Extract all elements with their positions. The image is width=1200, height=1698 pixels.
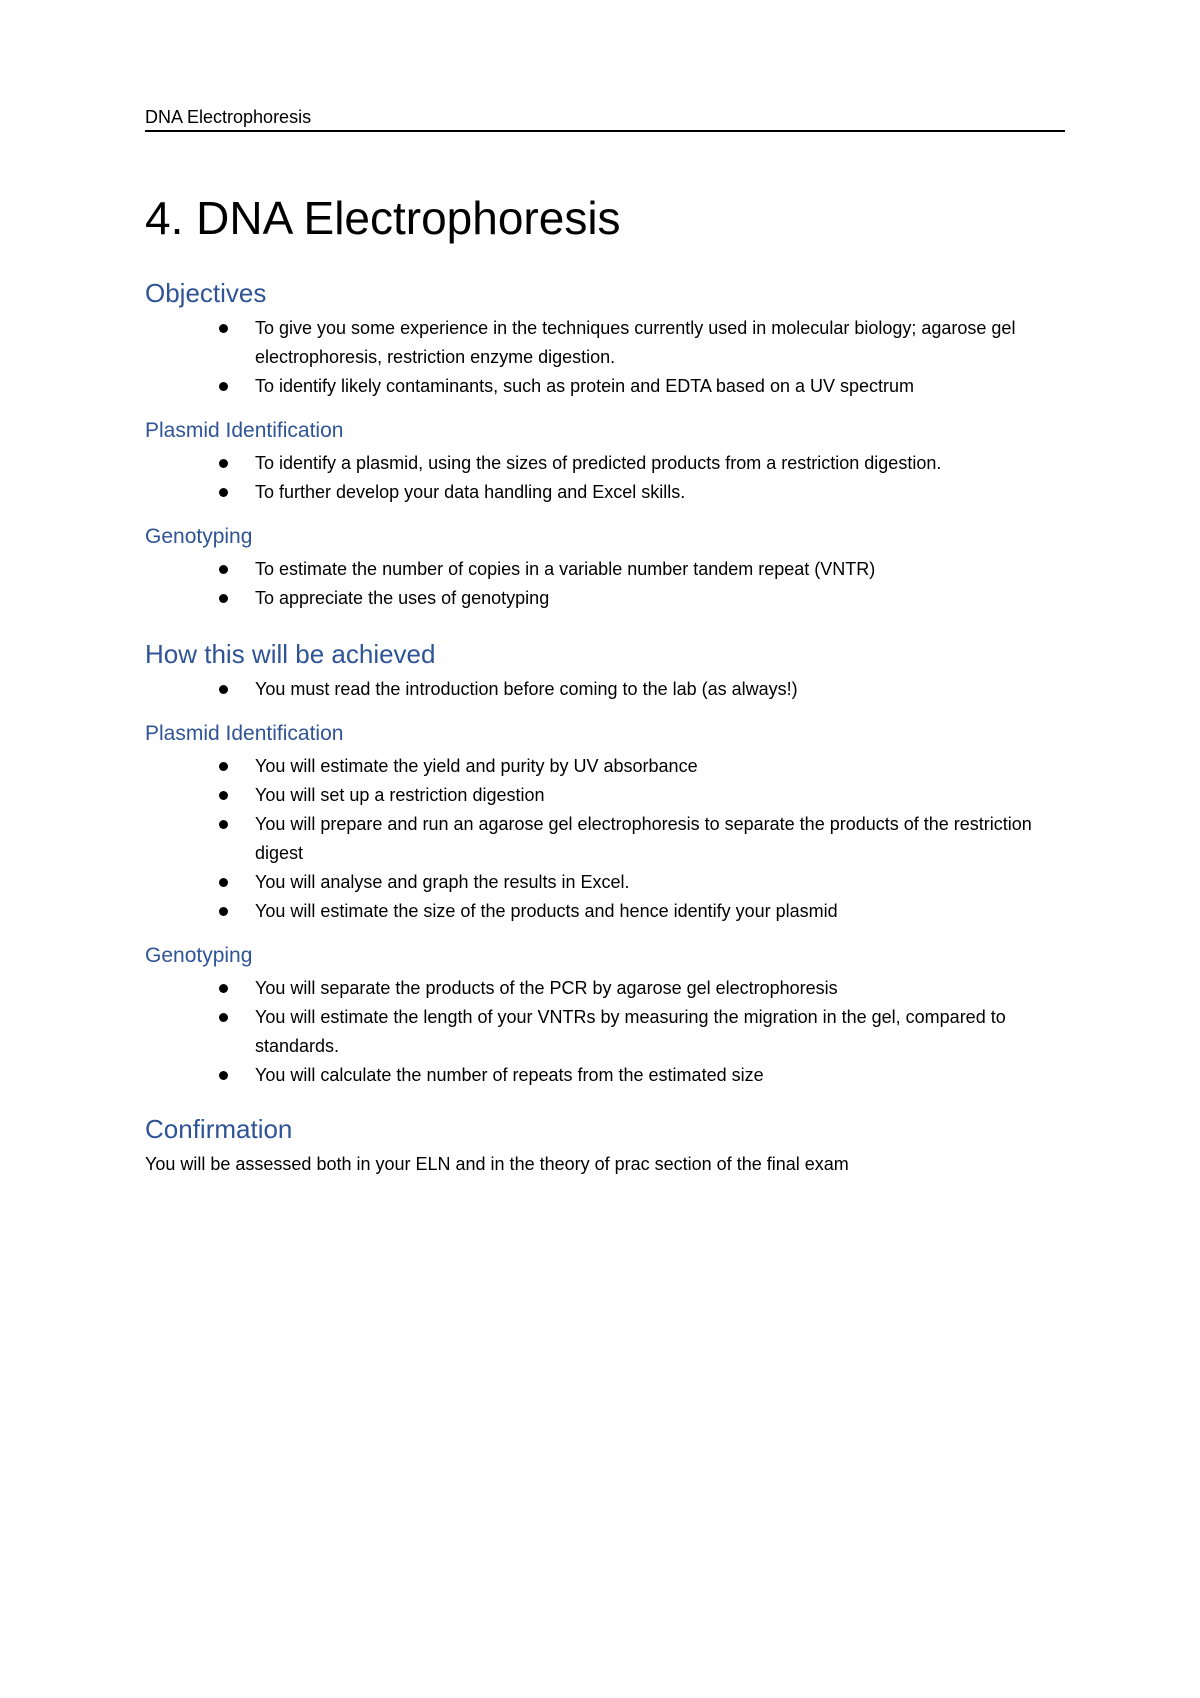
list-item xyxy=(255,372,1065,401)
list-item-text: You must read the introduction before coming to the lab (as always!) xyxy=(255,679,798,699)
bullet-icon xyxy=(219,878,228,887)
bullet-icon xyxy=(219,565,228,574)
list-item xyxy=(255,752,1065,781)
list-item-text: You will estimate the length of your VNTRs by measuring the migration in the gel, compared to standards. xyxy=(255,1007,1006,1056)
running-header: DNA Electrophoresis xyxy=(145,106,1065,132)
bullet-icon xyxy=(219,594,228,603)
list-item-text: You will separate the products of the PCR by agarose gel electrophoresis xyxy=(255,978,838,998)
list-item-text: You will estimate the yield and purity by UV absorbance xyxy=(255,756,698,776)
bullet-icon xyxy=(219,459,228,468)
confirmation-text: You will be assessed both in your ELN and in the theory of prac section of the final exam xyxy=(145,1154,849,1174)
list-item-text: You will analyse and graph the results in Excel. xyxy=(255,872,630,892)
list-item xyxy=(255,478,1065,507)
list-item-text: You will prepare and run an agarose gel electrophoresis to separate the products of the restriction digest xyxy=(255,814,1032,863)
objectives-genotyping-list xyxy=(145,555,1065,613)
list-item xyxy=(255,897,1065,926)
bullet-icon xyxy=(219,820,228,829)
confirmation-heading: Confirmation xyxy=(145,1114,293,1144)
bullet-icon xyxy=(219,907,228,916)
list-item xyxy=(255,314,1065,372)
list-item-text: To appreciate the uses of genotyping xyxy=(255,588,550,608)
list-item-text: To further develop your data handling and Excel skills. xyxy=(255,482,686,502)
objectives-genotyping-heading: Genotyping xyxy=(145,525,253,548)
list-item xyxy=(255,1061,1065,1090)
how-achieved-list xyxy=(145,675,1065,704)
how-genotyping-heading: Genotyping xyxy=(145,944,253,967)
list-item xyxy=(255,584,1065,613)
list-item xyxy=(255,868,1065,897)
how-plasmid-list xyxy=(145,752,1065,926)
list-item xyxy=(255,449,1065,478)
how-plasmid-heading: Plasmid Identification xyxy=(145,722,344,745)
bullet-icon xyxy=(219,984,228,993)
document-body xyxy=(145,276,1065,1179)
bullet-icon xyxy=(219,488,228,497)
list-item-text: To give you some experience in the techniques currently used in molecular biology; agarose gel electrophoresis, restriction enzyme digestion. xyxy=(255,318,1016,367)
list-item-text: To identify a plasmid, using the sizes of predicted products from a restriction digestion. xyxy=(255,453,942,473)
list-item xyxy=(255,1003,1065,1061)
list-item-text: You will set up a restriction digestion xyxy=(255,785,545,805)
objectives-heading: Objectives xyxy=(145,278,267,308)
bullet-icon xyxy=(219,1013,228,1022)
list-item-text: To estimate the number of copies in a variable number tandem repeat (VNTR) xyxy=(255,559,876,579)
objectives-list xyxy=(145,314,1065,401)
document-title: 4. DNA Electrophoresis xyxy=(145,192,621,244)
list-item xyxy=(255,810,1065,868)
bullet-icon xyxy=(219,382,228,391)
bullet-icon xyxy=(219,762,228,771)
bullet-icon xyxy=(219,791,228,800)
bullet-icon xyxy=(219,1071,228,1080)
bullet-icon xyxy=(219,324,228,333)
list-item-text: You will calculate the number of repeats from the estimated size xyxy=(255,1065,764,1085)
how-genotyping-list xyxy=(145,974,1065,1090)
list-item xyxy=(255,675,1065,704)
list-item-text: To identify likely contaminants, such as protein and EDTA based on a UV spectrum xyxy=(255,376,915,396)
list-item xyxy=(255,781,1065,810)
list-item-text: You will estimate the size of the products and hence identify your plasmid xyxy=(255,901,838,921)
how-achieved-heading: How this will be achieved xyxy=(145,639,436,669)
list-item xyxy=(255,974,1065,1003)
objectives-plasmid-list xyxy=(145,449,1065,507)
bullet-icon xyxy=(219,685,228,694)
list-item xyxy=(255,555,1065,584)
objectives-plasmid-heading: Plasmid Identification xyxy=(145,419,344,442)
